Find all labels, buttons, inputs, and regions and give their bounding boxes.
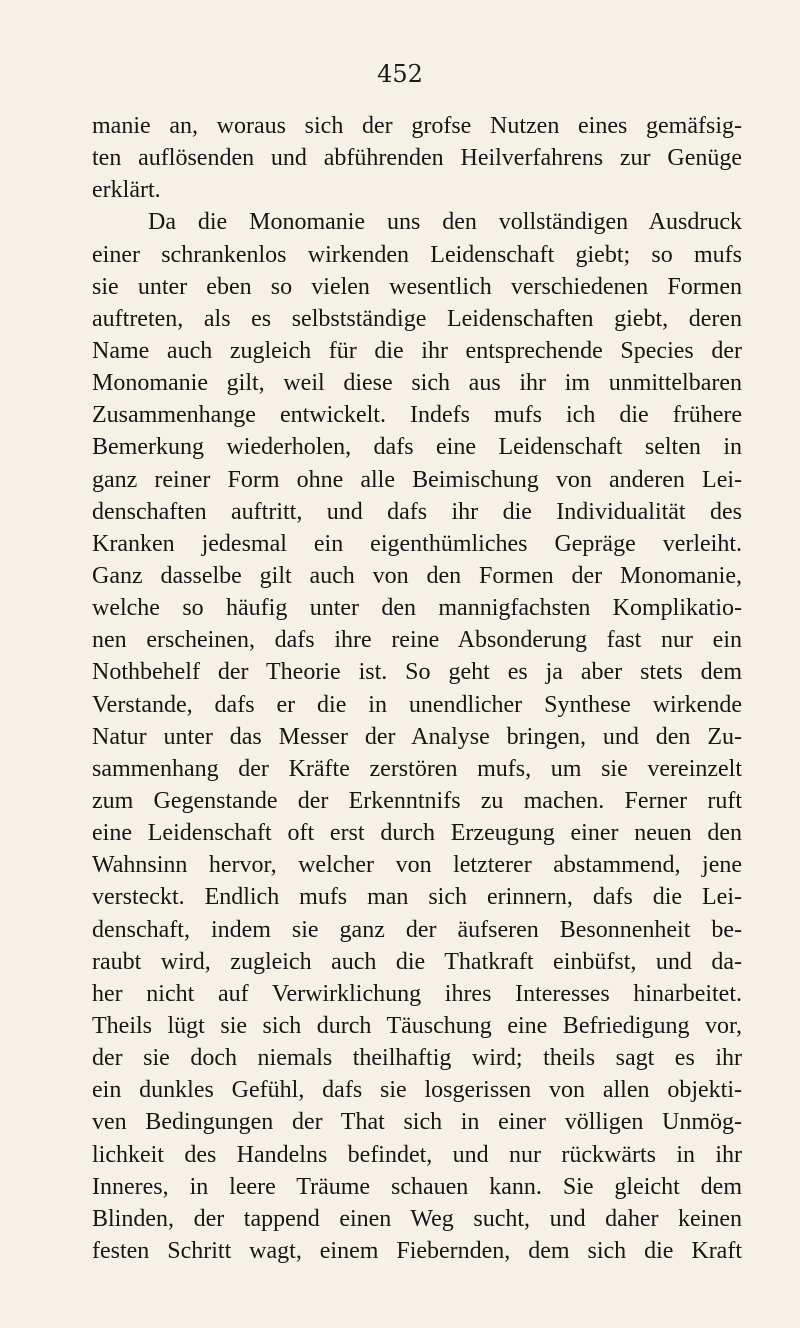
text-line: auftreten, als es selbstständige Leidenschaften giebt, deren [92,305,742,332]
text-line: ganz reiner Form ohne alle Beimischung von anderen Lei- [92,466,742,493]
text-line: Bemerkung wiederholen, dafs eine Leidenschaft selten in [92,434,742,461]
text-line: Ganz dasselbe gilt auch von den Formen der Monomanie, [92,562,742,589]
text-line: denschaften auftritt, und dafs ihr die Individualität des [92,498,742,525]
text-line: Theils lügt sie sich durch Täuschung eine Befriedigung vor, [92,1012,742,1039]
text-line: Zusammenhange entwickelt. Indefs mufs ich die frühere [92,402,742,429]
text-line: ven Bedingungen der That sich in einer völligen Unmög- [92,1109,742,1136]
text-line: nen erscheinen, dafs ihre reine Absonderung fast nur ein [92,627,742,654]
text-line: denschaft, indem sie ganz der äufseren Besonnenheit be- [92,916,742,943]
text-line: Monomanie gilt, weil diese sich aus ihr im unmittelbaren [92,370,742,397]
page-number: 452 [377,60,423,88]
text-line: Natur unter das Messer der Analyse bringen, und den Zu- [92,723,742,750]
text-line: Kranken jedesmal ein eigenthümliches Gepräge verleiht. [92,530,742,557]
text-line: erklärt. [92,177,161,204]
text-line: Da die Monomanie uns den vollständigen Ausdruck [148,209,742,236]
text-line: Blinden, der tappend einen Weg sucht, und daher keinen [92,1205,742,1232]
text-line: ein dunkles Gefühl, dafs sie losgerissen von allen objekti- [92,1077,742,1104]
text-line: zum Gegenstande der Erkenntnifs zu machen. Ferner ruft [92,787,742,814]
text-line: ten auflösenden und abführenden Heilverfahrens zur Genüge [92,145,742,172]
text-line: Verstande, dafs er die in unendlicher Synthese wirkende [92,691,742,718]
text-line: der sie doch niemals theilhaftig wird; theils sagt es ihr [92,1045,742,1072]
text-line: eine Leidenschaft oft erst durch Erzeugung einer neuen den [92,820,742,847]
text-line: manie an, woraus sich der grofse Nutzen eines gemäfsig- [92,113,742,139]
body-text [92,110,742,1267]
text-line: einer schrankenlos wirkenden Leidenschaft giebt; so mufs [92,241,742,268]
text-line: raubt wird, zugleich auch die Thatkraft einbüfst, und da- [92,948,742,975]
text-line: Nothbehelf der Theorie ist. So geht es ja aber stets dem [92,659,742,686]
text-line: her nicht auf Verwirklichung ihres Interesses hinarbeitet. [92,980,742,1007]
text-line: lichkeit des Handelns befindet, und nur rückwärts in ihr [92,1141,742,1168]
text-line: sammenhang der Kräfte zerstören mufs, um sie vereinzelt [92,755,742,782]
text-line: welche so häufig unter den mannigfachsten Komplikatio- [92,595,742,622]
text-line: Name auch zugleich für die ihr entsprechende Species der [92,337,742,364]
text-line: festen Schritt wagt, einem Fiebernden, dem sich die Kraft [92,1237,742,1264]
text-line: sie unter eben so vielen wesentlich verschiedenen Formen [92,273,742,300]
text-line: versteckt. Endlich mufs man sich erinnern, dafs die Lei- [92,884,742,911]
text-line: Wahnsinn hervor, welcher von letzterer abstammend, jene [92,852,742,879]
text-line: Inneres, in leere Träume schauen kann. Sie gleicht dem [92,1173,742,1200]
